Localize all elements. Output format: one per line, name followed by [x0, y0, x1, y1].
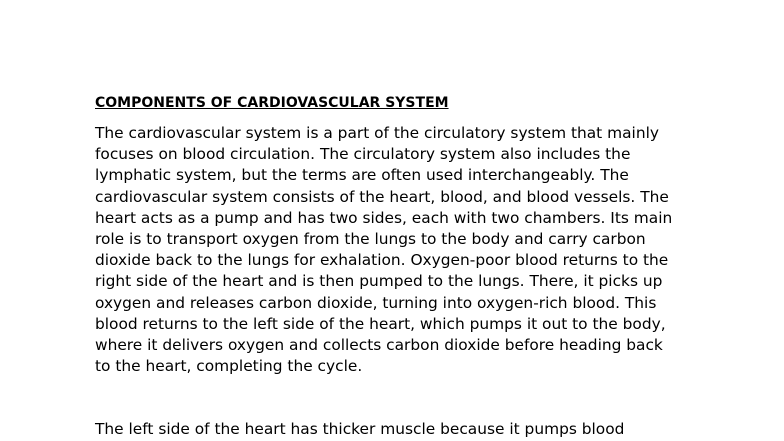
paragraph-line: blood returns to the left side of the heart, which pumps it out to the body, — [95, 314, 666, 333]
paragraph-line: The cardiovascular system is a part of the circulatory system that mainly — [95, 124, 659, 142]
paragraph-line: where it delivers oxygen and collects carbon dioxide before heading back — [95, 336, 663, 355]
document-body — [95, 94, 695, 441]
paragraph-line: heart acts as a pump and has two sides, each with two chambers. Its main — [95, 208, 673, 227]
section-heading: COMPONENTS OF CARDIOVASCULAR SYSTEM — [95, 95, 449, 111]
paragraph-1 — [95, 123, 695, 377]
paragraph-line: role is to transport oxygen from the lungs to the body and carry carbon — [95, 230, 646, 249]
paragraph-line: The left side of the heart has thicker muscle because it pumps blood — [95, 420, 625, 439]
paragraph-line: right side of the heart and is then pumped to the lungs. There, it picks up — [95, 272, 663, 291]
paragraph-line: dioxide back to the lungs for exhalation. Oxygen-poor blood returns to the — [95, 251, 669, 270]
paragraph-line: cardiovascular system consists of the heart, blood, and blood vessels. The — [95, 187, 669, 206]
paragraph-line: to the heart, completing the cycle. — [95, 357, 363, 376]
paragraph-2 — [95, 419, 695, 440]
paragraph-line: lymphatic system, but the terms are often used interchangeably. The — [95, 166, 629, 185]
paragraph-line: focuses on blood circulation. The circulatory system also includes the — [95, 145, 631, 164]
paragraph-line: oxygen and releases carbon dioxide, turning into oxygen-rich blood. This — [95, 293, 657, 312]
